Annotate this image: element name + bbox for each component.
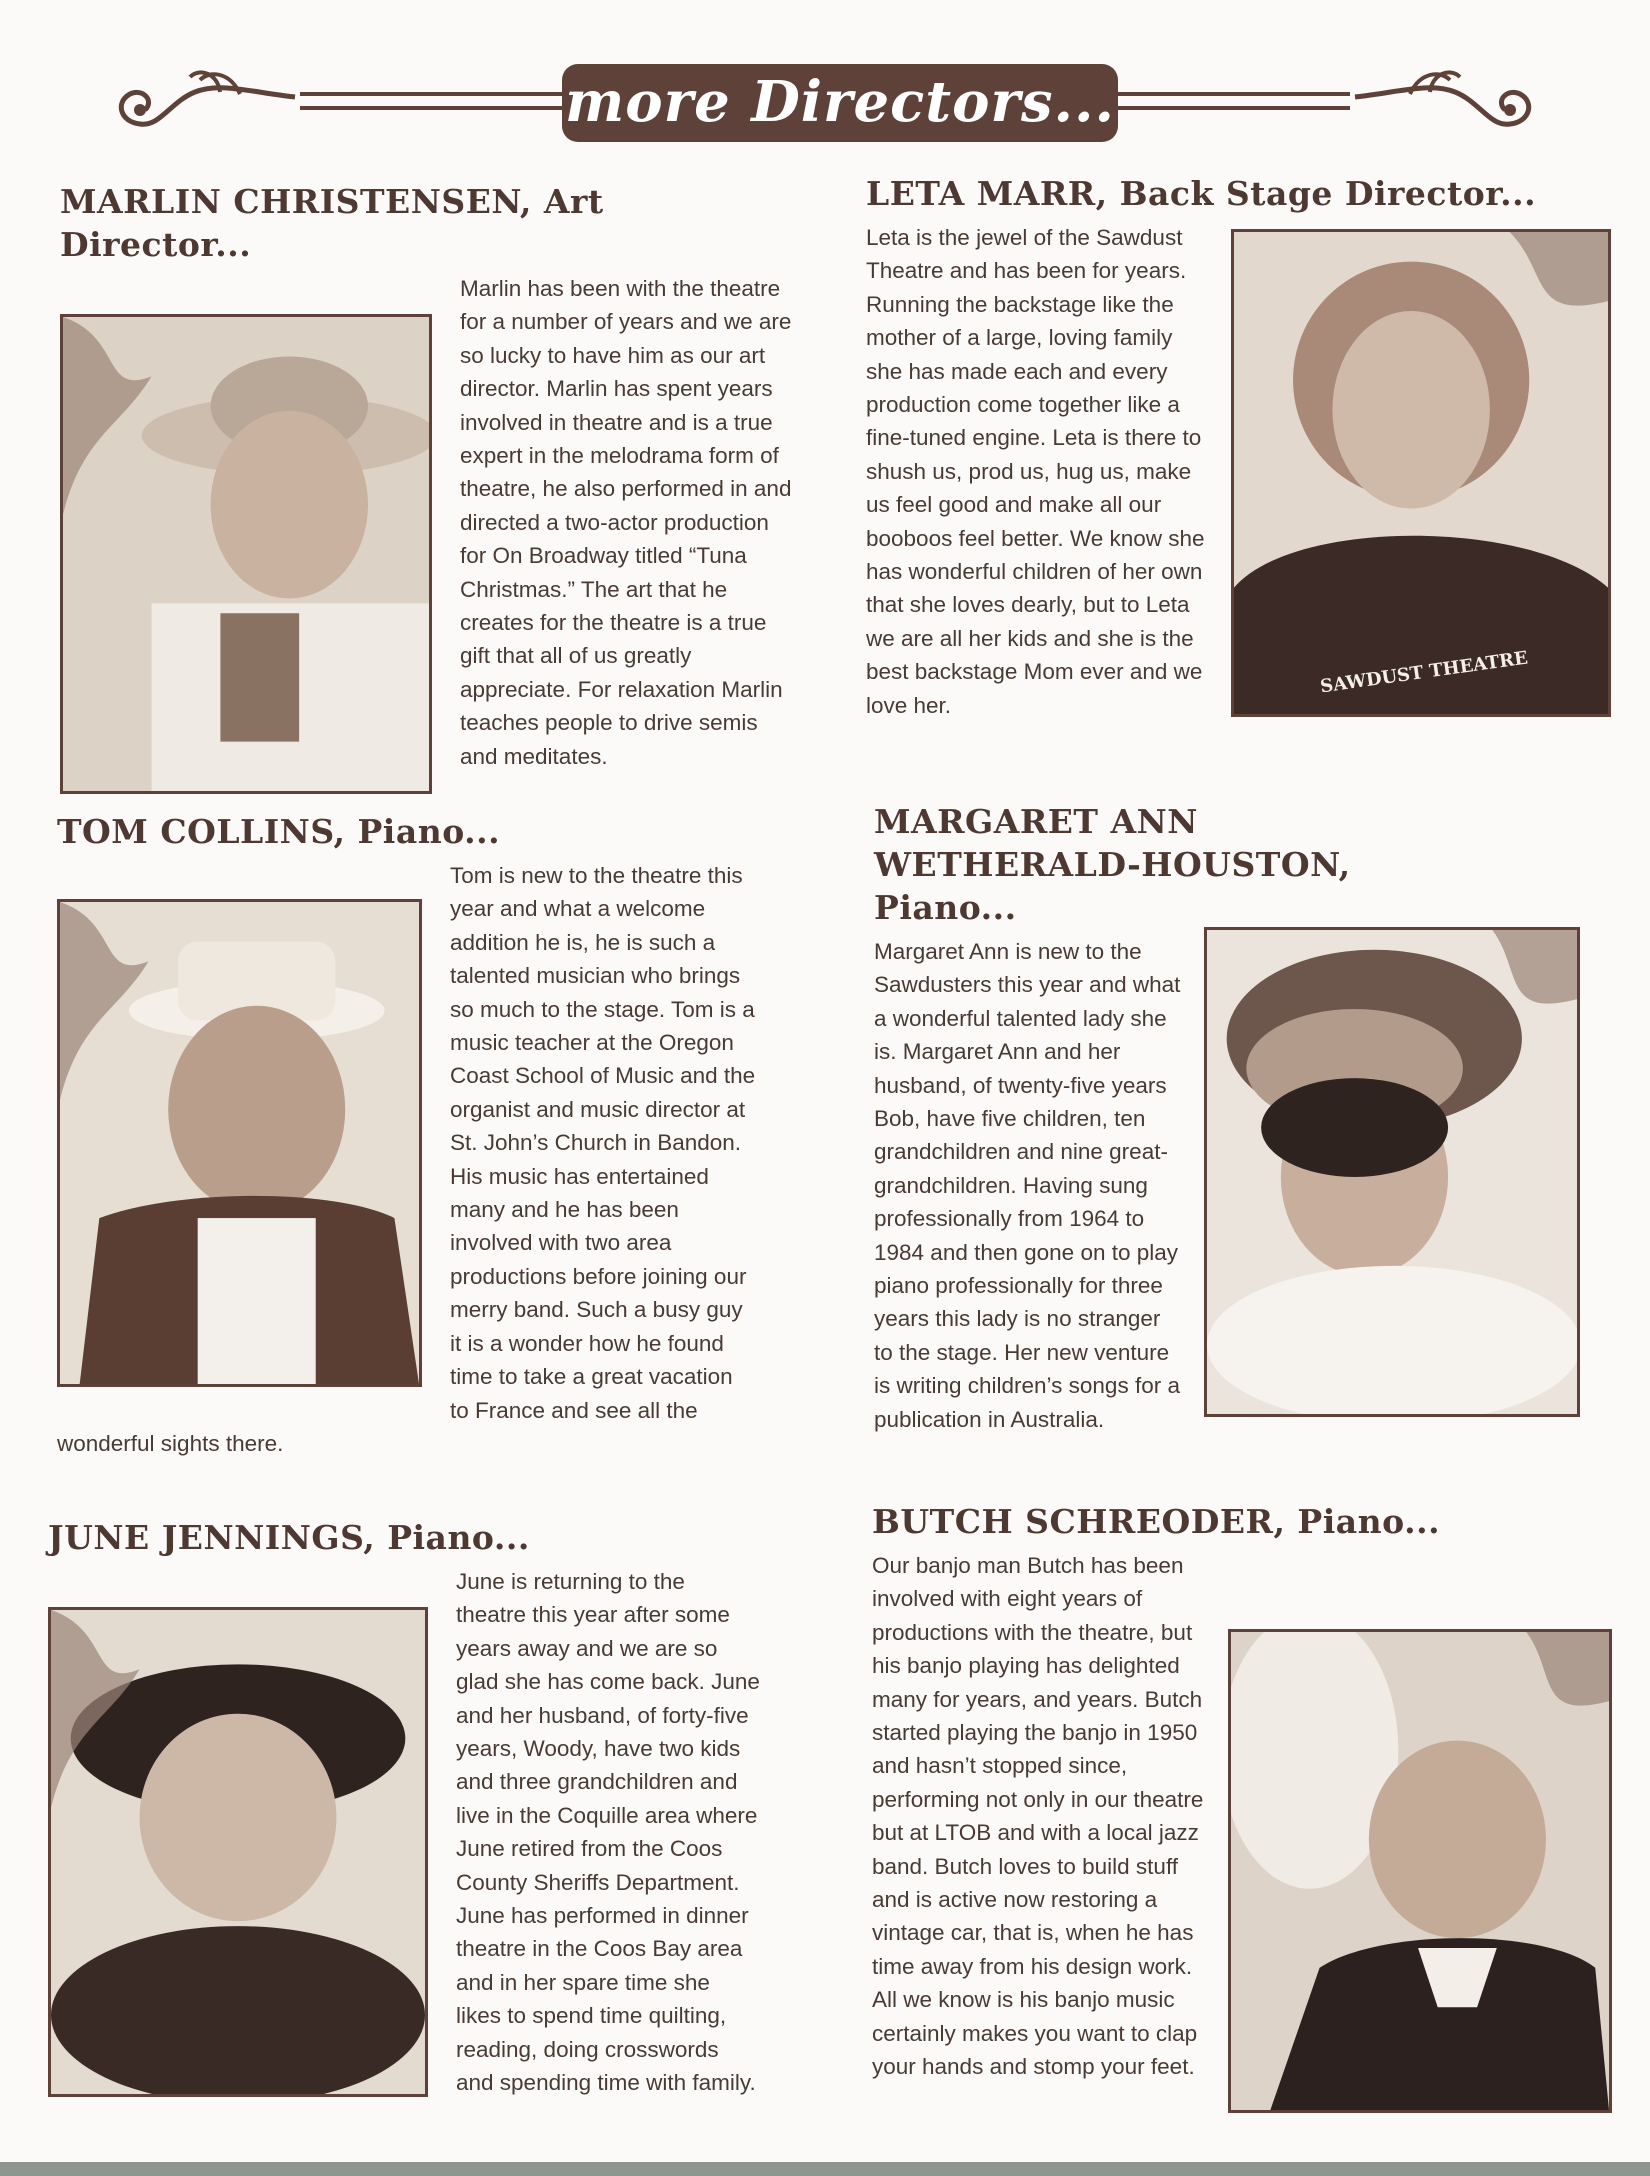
bio-name: TOM COLLINS, Piano... — [57, 812, 501, 851]
bio-text: June is returning to the theatre this year after some years away and we are so glad she has come back. June and her husband, of forty-five years, Woody, have two kids and three grandchildren and live in the Coquille area where June retired from the Coos County Sheriffs Department. June has performed in dinner theatre in the Coos Bay area and in her spare time she likes to spend time quilting, reading, doing crosswords and spending time with family. — [456, 1569, 760, 2096]
bio-tom — [57, 810, 757, 1460]
shirt-logo-text: SAWDUST THEATRE — [1318, 647, 1530, 698]
bio-name: JUNE JENNINGS, Piano... — [48, 1518, 530, 1557]
bio-marlin — [60, 180, 795, 802]
header-banner — [100, 62, 1550, 152]
bottom-strip — [0, 2162, 1650, 2176]
bio-june — [48, 1516, 760, 2105]
photo-butch — [1228, 1629, 1612, 2113]
bio-margaret-ann — [874, 800, 1580, 1436]
bio-text: Marlin has been with the theatre for a number of years and we are so lucky to have him as our art director. Marlin has spent years involved in theatre and is a true expert in the melodrama form of theatre, he also performed in and directed a two-actor production for On Broadway titled “Tuna Christmas.” The art that he creates for the theatre is a true gift that all of us greatly appreciate. For relaxation Marlin teaches people to drive semis and meditates. — [460, 276, 792, 769]
bio-name: BUTCH SCHREODER, Piano... — [872, 1502, 1441, 1541]
bio-text: Our banjo man Butch has been involved with eight years of productions with the theatre, but his banjo playing has delighted many for years, and years. Butch started playing the banjo in 1950 and hasn’t stopped since, performing not only in our theatre but at LTOB and with a local jazz band. Butch loves to build stuff and is active now restoring a vintage car, that is, when he has time away from his design work. All we know is his banjo music certainly makes you want to clap your hands and stomp your feet. — [872, 1553, 1204, 2080]
bio-butch — [872, 1500, 1612, 2121]
bio-leta — [866, 172, 1611, 725]
page-title: more Directors... — [562, 64, 1118, 142]
bio-text: Leta is the jewel of the Sawdust Theatre and has been for years. Running the backstage like the mother of a large, loving family she has made each and every production come together like a fine-tuned engine. Leta is there to shush us, prod us, hug us, make us feel good and make all our booboos feel better. We know she has wonderful children of her own that she loves dearly, but to Leta we are all her kids and she is the best backstage Mom ever and we love her. — [866, 225, 1205, 718]
bio-text: Tom is new to the theatre this year and what a welcome addition he is, he is such a talented musician who brings so much to the stage. Tom is a music teacher at the Oregon Coast School of Music and the organist and music director at St. John’s Church in Bandon. His music has entertained many and he has been involved with two area productions before joining our merry band. Such a busy guy it is a wonder how he found time to take a great vacation to France and see all the wonderful sights there. — [57, 863, 756, 1456]
photo-marlin — [60, 314, 432, 794]
bio-name: LETA MARR, Back Stage Director... — [866, 174, 1537, 213]
photo-june — [48, 1607, 428, 2097]
scroll-ornament-left-icon — [100, 62, 300, 152]
bio-name: MARLIN CHRISTENSEN, Art Director... — [60, 182, 604, 264]
scroll-ornament-right-icon — [1350, 62, 1550, 152]
photo-leta — [1231, 229, 1611, 717]
photo-margaret-ann — [1204, 927, 1580, 1417]
photo-tom — [57, 899, 422, 1387]
bio-text: Margaret Ann is new to the Sawdusters this year and what a wonderful talented lady she is. Margaret Ann and her husband, of twenty-five years Bob, have five children, ten grandchildren and nine great-grandchildren. Having sung professionally from 1964 to 1984 and then gone on to play piano professionally for three years this lady is no stranger to the stage. Her new venture is writing children’s songs for a publication in Australia. — [874, 939, 1181, 1432]
bio-name: MARGARET ANN WETHERALD-HOUSTON, Piano... — [874, 802, 1351, 927]
